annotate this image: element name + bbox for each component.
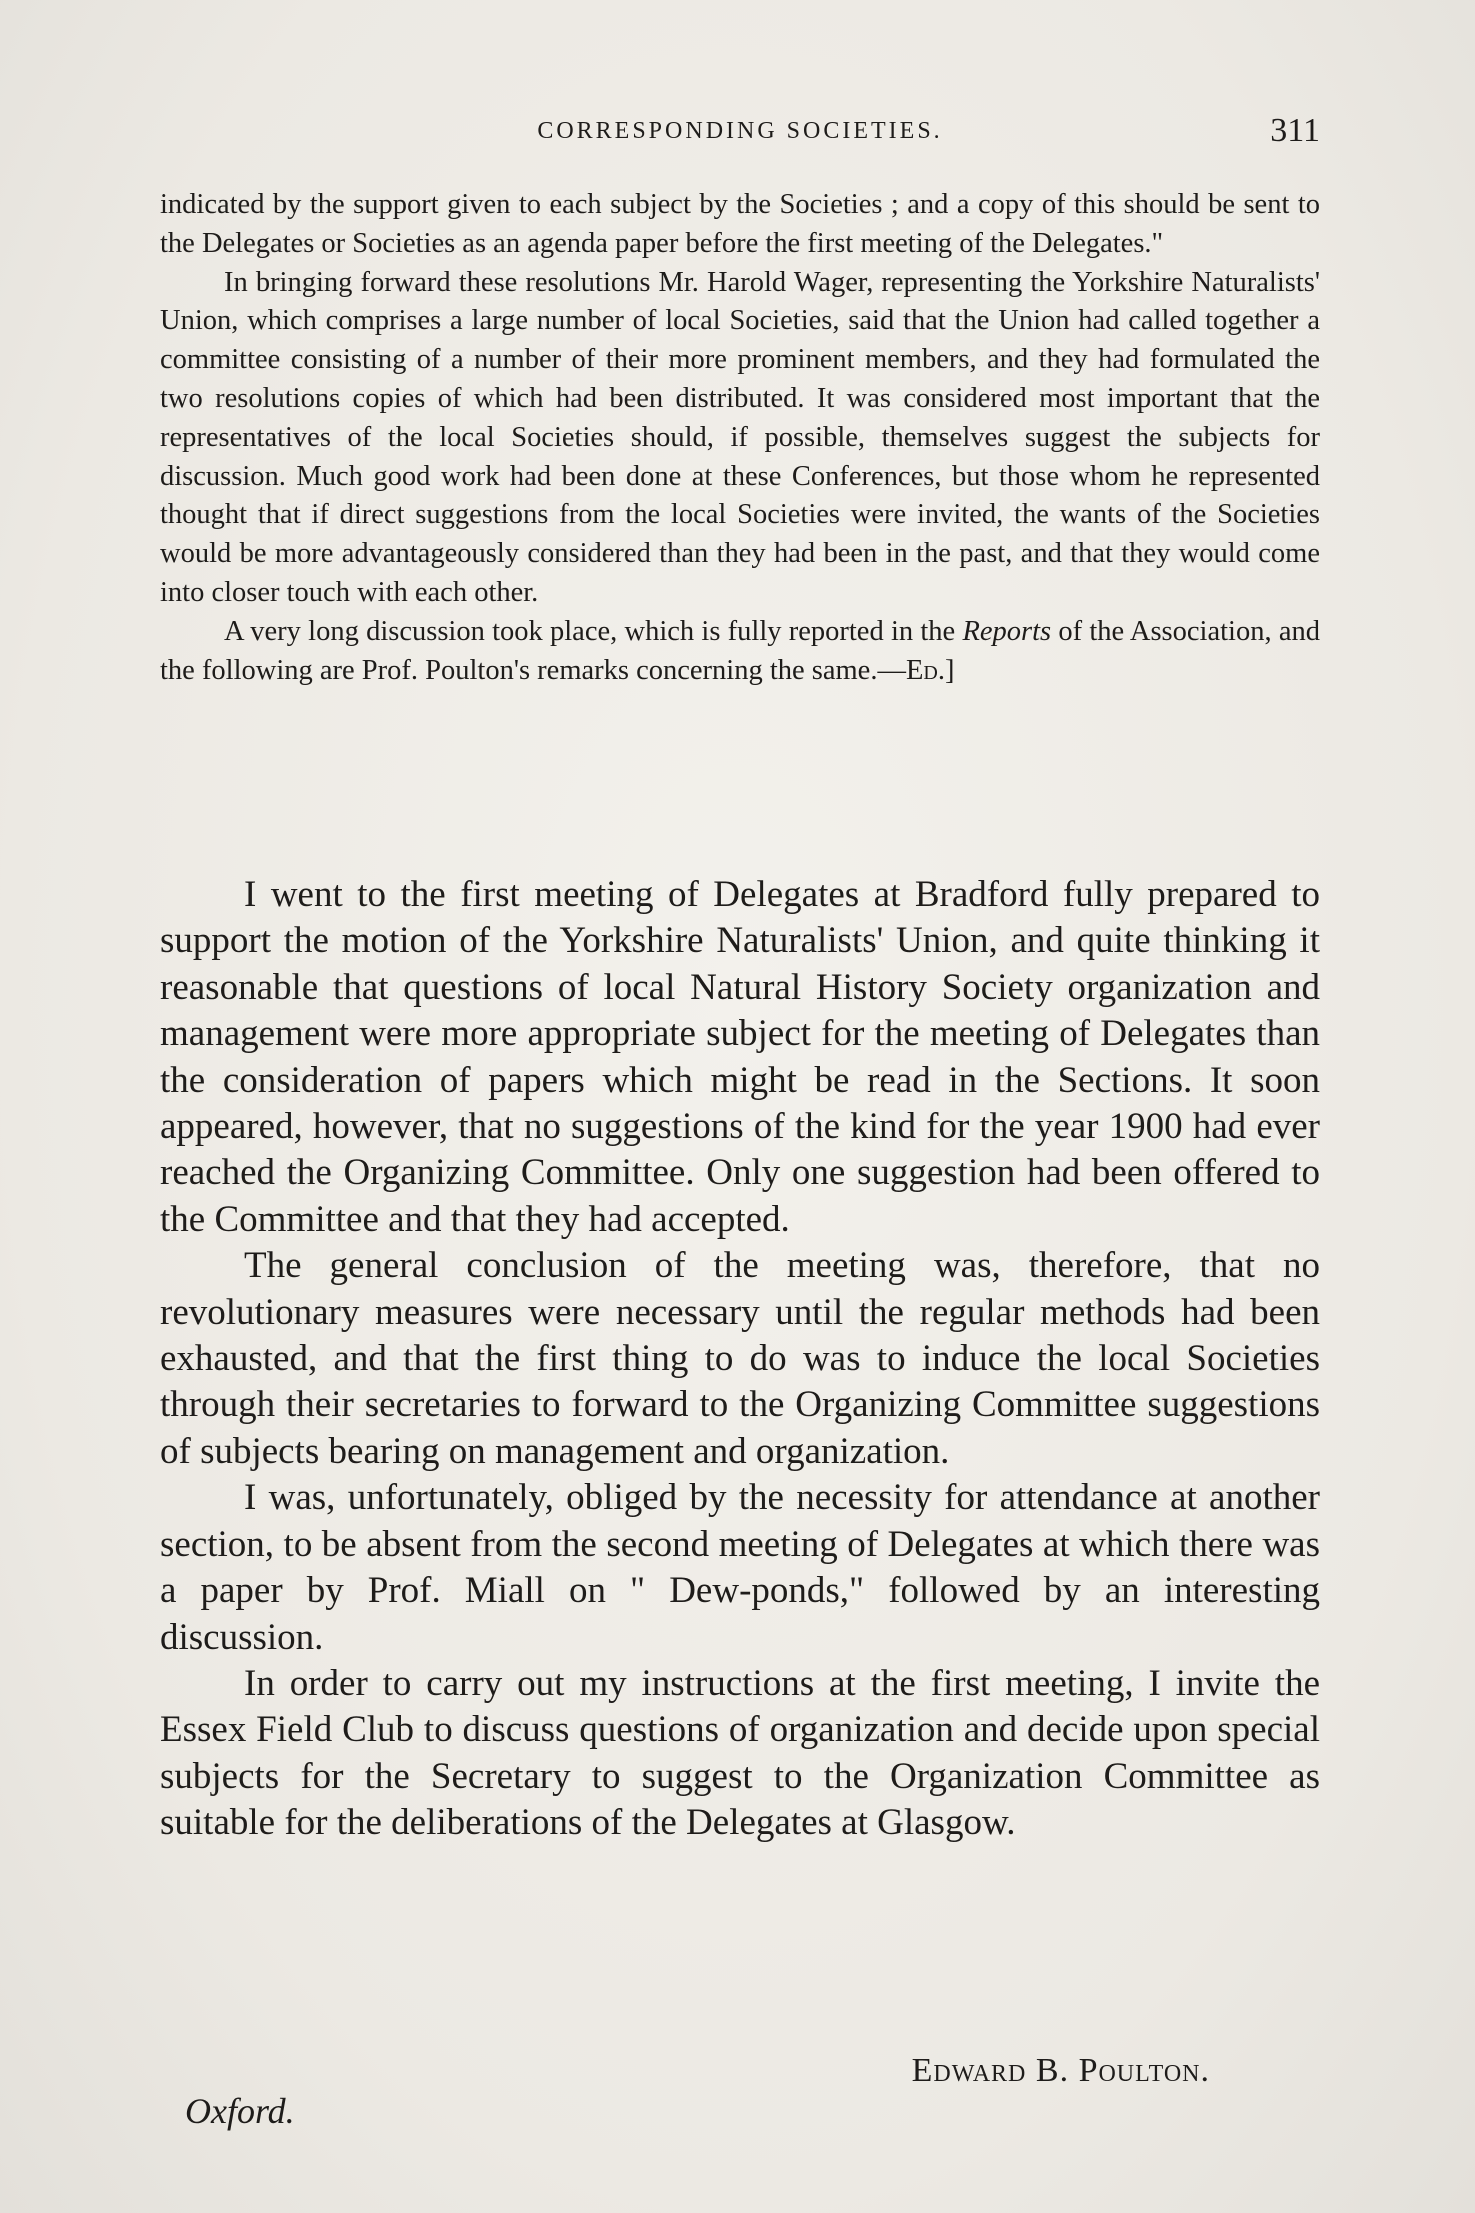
reports-italic: Reports bbox=[962, 615, 1052, 647]
letter-paragraph-1: I went to the first meeting of Delegates at Bradford fully prepared to support the motion of the Yorkshire Naturalists' Union, and quite thinking it reasonable that questions of local Natural History Society organization and management were more appropriate subject for the meeting of Delegates than the consideration of papers which might be read in the Sections. It soon appeared, however, that no suggestions of the kind for the year 1900 had ever reached the Organizing Committee. Only one suggestion had been offered to the Committee and that they had accepted. bbox=[160, 874, 1320, 1240]
editor-mark: Ed. bbox=[905, 654, 945, 686]
quoted-paragraph-3 bbox=[160, 613, 1320, 691]
running-head: CORRESPONDING SOCIETIES. bbox=[537, 118, 943, 144]
quoted-section bbox=[160, 186, 1320, 690]
signature: Edward B. Poulton. bbox=[911, 2052, 1210, 2089]
quoted-paragraph-3-text-cont: of the Association, and the following are Prof. Poulton's remarks concerning the same.— bbox=[160, 615, 1320, 686]
page-header bbox=[160, 112, 1320, 152]
letter-paragraph-4: In order to carry out my instructions at the first meeting, I invite the Essex Field Club to discuss questions of organization and decide upon special subjects for the Secretary to suggest to the Organization Committee as suitable for the deliberations of the Delegates at Glasgow. bbox=[160, 1662, 1320, 1844]
letter-paragraph-2: The general conclusion of the meeting was, therefore, that no revolutionary measures were necessary until the regular methods had been exhausted, and that the first thing to do was to induce the local Societies through their secretaries to forward to the Organizing Committee suggestions of subjects bearing on management and organization. bbox=[160, 1245, 1320, 1472]
page-number: 311 bbox=[1270, 112, 1320, 149]
letter-paragraph-3: I was, unfortunately, obliged by the necessity for attendance at another section, to be absent from the second meeting of Delegates at which there was a paper by Prof. Miall on " Dew-ponds," followed by an interesting discussion. bbox=[160, 1477, 1320, 1658]
closing-bracket: ] bbox=[944, 654, 955, 686]
quoted-paragraph-1: indicated by the support given to each subject by the Societies ; and a copy of this should be sent to the Delegates or Societies as an agenda paper before the first meeting of the Delegates." bbox=[160, 189, 1320, 259]
quoted-paragraph-2: In bringing forward these resolutions Mr. Harold Wager, representing the Yorkshire Naturalists' Union, which comprises a large number of local Societies, said that the Union had called together a committee consisting of a number of their more prominent members, and they had formulated the two resolutions copies of which had been distributed. It was considered most important that the representatives of the local Societies should, if possible, themselves suggest the subjects for discussion. Much good work had been done at these Conferences, but those whom he represented thought that if direct suggestions from the local Societies were invited, the wants of the Societies would be more advantageously considered than they had been in the past, and that they would come into closer touch with each other. bbox=[160, 266, 1320, 608]
letter-body bbox=[160, 872, 1320, 1847]
place-name: Oxford. bbox=[185, 2091, 295, 2131]
quoted-paragraph-3-text: A very long discussion took place, which is fully reported in the bbox=[224, 615, 963, 647]
